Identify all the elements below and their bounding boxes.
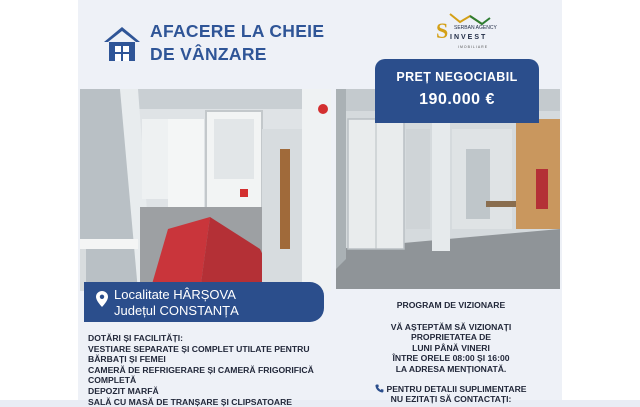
features-heading: DOTĂRI ȘI FACILITĂȚI: <box>88 333 184 343</box>
schedule-line: ÎNTRE ORELE 08:00 ȘI 16:00 <box>392 353 510 364</box>
feature-line: DEPOZIT MARFĂ <box>88 385 159 396</box>
map-pin-icon <box>96 291 108 307</box>
logo-invest-text: INVEST <box>450 34 488 41</box>
title-line-1: AFACERE LA CHEIE <box>150 21 325 41</box>
title-line-2: DE VÂNZARE <box>150 44 267 64</box>
location-locality: Localitate HÂRȘOVA <box>114 287 236 302</box>
schedule-line: VĂ AȘTEPTĂM SĂ VIZIONAȚI <box>390 321 512 332</box>
schedule-title: PROGRAM DE VIZIONARE <box>396 300 506 310</box>
location-banner <box>84 282 324 322</box>
page-title <box>150 20 324 66</box>
logo-brand-name: SERBAN AGENCY <box>454 25 497 31</box>
feature-line: CAMERĂ DE REFRIGERARE ȘI CAMERĂ FRIGORIFICĂ <box>88 364 314 375</box>
right-margin <box>562 0 640 400</box>
viewing-schedule <box>340 300 562 405</box>
phone-icon <box>375 384 384 393</box>
feature-line: BĂRBAȚI ȘI FEMEI <box>88 354 166 365</box>
price-badge <box>375 59 539 123</box>
schedule-line: PROPRIETATEA DE <box>410 332 492 343</box>
feature-line: VESTIARE SEPARATE ȘI COMPLET UTILATE PENTRU <box>88 343 310 354</box>
left-margin <box>0 0 78 400</box>
contact-line-2: NU EZITAȚI SĂ CONTACTAȚI: <box>390 394 512 405</box>
location-county: Județul CONSTANȚA <box>114 303 239 318</box>
schedule-line: LA ADRESA MENȚIONATĂ. <box>395 363 507 374</box>
schedule-line: LUNI PÂNĂ VINERI <box>412 342 490 353</box>
property-poster <box>78 0 562 407</box>
feature-line: SALĂ CU MASĂ DE TRANȘARE ȘI CLIPSATOARE <box>88 396 293 407</box>
price-label: PREȚ NEGOCIABIL <box>396 70 518 84</box>
svg-text:S: S <box>436 18 449 43</box>
locker-room-photo <box>80 89 331 291</box>
house-icon <box>102 24 142 64</box>
contact-line-1 <box>340 384 562 395</box>
contact-text-1: PENTRU DETALII SUPLIMENTARE <box>386 383 527 394</box>
feature-line: COMPLETĂ <box>88 375 137 386</box>
price-value: 190.000 € <box>419 91 495 108</box>
features-list <box>88 333 314 407</box>
logo-imobiliare-text: IMOBILIARE <box>458 45 489 49</box>
